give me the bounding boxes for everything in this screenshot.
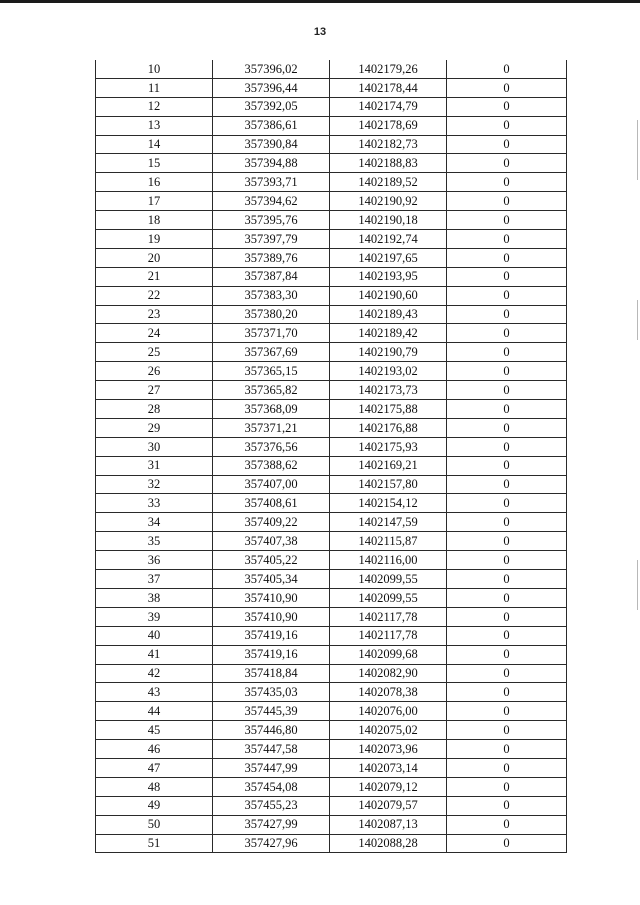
point-number-cell: 10: [96, 60, 213, 78]
x-coordinate-cell: 357410,90: [213, 607, 330, 626]
scan-edge-mark: [637, 300, 638, 340]
table-row: [96, 381, 567, 400]
table-row: [96, 437, 567, 456]
point-number-cell: 21: [96, 267, 213, 286]
x-coordinate-cell: 357380,20: [213, 305, 330, 324]
table-row: [96, 173, 567, 192]
point-number-cell: 11: [96, 78, 213, 97]
y-coordinate-cell: 1402190,60: [330, 286, 447, 305]
x-coordinate-cell: 357367,69: [213, 343, 330, 362]
value-cell: 0: [447, 664, 567, 683]
point-number-cell: 49: [96, 796, 213, 815]
point-number-cell: 16: [96, 173, 213, 192]
value-cell: 0: [447, 513, 567, 532]
point-number-cell: 44: [96, 702, 213, 721]
value-cell: 0: [447, 97, 567, 116]
coordinates-table-container: [95, 60, 567, 853]
x-coordinate-cell: 357393,71: [213, 173, 330, 192]
table-row: [96, 286, 567, 305]
point-number-cell: 26: [96, 362, 213, 381]
x-coordinate-cell: 357410,90: [213, 588, 330, 607]
table-row: [96, 97, 567, 116]
y-coordinate-cell: 1402076,00: [330, 702, 447, 721]
point-number-cell: 48: [96, 777, 213, 796]
x-coordinate-cell: 357409,22: [213, 513, 330, 532]
y-coordinate-cell: 1402117,78: [330, 626, 447, 645]
x-coordinate-cell: 357418,84: [213, 664, 330, 683]
y-coordinate-cell: 1402073,96: [330, 740, 447, 759]
value-cell: 0: [447, 248, 567, 267]
table-row: [96, 135, 567, 154]
table-row: [96, 532, 567, 551]
y-coordinate-cell: 1402079,57: [330, 796, 447, 815]
point-number-cell: 28: [96, 400, 213, 419]
y-coordinate-cell: 1402116,00: [330, 551, 447, 570]
point-number-cell: 14: [96, 135, 213, 154]
value-cell: 0: [447, 721, 567, 740]
table-row: [96, 400, 567, 419]
x-coordinate-cell: 357396,02: [213, 60, 330, 78]
table-row: [96, 494, 567, 513]
x-coordinate-cell: 357455,23: [213, 796, 330, 815]
table-row: [96, 740, 567, 759]
y-coordinate-cell: 1402079,12: [330, 777, 447, 796]
table-row: [96, 78, 567, 97]
y-coordinate-cell: 1402175,88: [330, 400, 447, 419]
x-coordinate-cell: 357394,88: [213, 154, 330, 173]
table-row: [96, 230, 567, 249]
y-coordinate-cell: 1402190,18: [330, 211, 447, 230]
y-coordinate-cell: 1402082,90: [330, 664, 447, 683]
value-cell: 0: [447, 324, 567, 343]
point-number-cell: 43: [96, 683, 213, 702]
x-coordinate-cell: 357407,38: [213, 532, 330, 551]
value-cell: 0: [447, 230, 567, 249]
x-coordinate-cell: 357447,99: [213, 758, 330, 777]
x-coordinate-cell: 357388,62: [213, 456, 330, 475]
y-coordinate-cell: 1402178,69: [330, 116, 447, 135]
table-row: [96, 815, 567, 834]
value-cell: 0: [447, 305, 567, 324]
y-coordinate-cell: 1402078,38: [330, 683, 447, 702]
x-coordinate-cell: 357394,62: [213, 192, 330, 211]
x-coordinate-cell: 357365,82: [213, 381, 330, 400]
page-number: 13: [313, 26, 327, 38]
point-number-cell: 25: [96, 343, 213, 362]
value-cell: 0: [447, 267, 567, 286]
table-row: [96, 721, 567, 740]
x-coordinate-cell: 357368,09: [213, 400, 330, 419]
x-coordinate-cell: 357454,08: [213, 777, 330, 796]
point-number-cell: 41: [96, 645, 213, 664]
y-coordinate-cell: 1402173,73: [330, 381, 447, 400]
point-number-cell: 22: [96, 286, 213, 305]
point-number-cell: 38: [96, 588, 213, 607]
value-cell: 0: [447, 400, 567, 419]
y-coordinate-cell: 1402099,55: [330, 588, 447, 607]
y-coordinate-cell: 1402189,42: [330, 324, 447, 343]
table-row: [96, 116, 567, 135]
value-cell: 0: [447, 286, 567, 305]
point-number-cell: 12: [96, 97, 213, 116]
y-coordinate-cell: 1402193,02: [330, 362, 447, 381]
table-row: [96, 702, 567, 721]
point-number-cell: 42: [96, 664, 213, 683]
value-cell: 0: [447, 192, 567, 211]
table-row: [96, 570, 567, 589]
value-cell: 0: [447, 494, 567, 513]
value-cell: 0: [447, 758, 567, 777]
point-number-cell: 24: [96, 324, 213, 343]
y-coordinate-cell: 1402174,79: [330, 97, 447, 116]
value-cell: 0: [447, 588, 567, 607]
table-row: [96, 758, 567, 777]
y-coordinate-cell: 1402157,80: [330, 475, 447, 494]
table-row: [96, 777, 567, 796]
point-number-cell: 33: [96, 494, 213, 513]
value-cell: 0: [447, 381, 567, 400]
x-coordinate-cell: 357395,76: [213, 211, 330, 230]
scan-edge-mark: [637, 560, 638, 610]
value-cell: 0: [447, 551, 567, 570]
y-coordinate-cell: 1402188,83: [330, 154, 447, 173]
coordinates-table-body: [96, 60, 567, 853]
y-coordinate-cell: 1402189,52: [330, 173, 447, 192]
point-number-cell: 39: [96, 607, 213, 626]
x-coordinate-cell: 357446,80: [213, 721, 330, 740]
y-coordinate-cell: 1402190,92: [330, 192, 447, 211]
value-cell: 0: [447, 362, 567, 381]
x-coordinate-cell: 357419,16: [213, 645, 330, 664]
x-coordinate-cell: 357383,30: [213, 286, 330, 305]
value-cell: 0: [447, 683, 567, 702]
value-cell: 0: [447, 343, 567, 362]
value-cell: 0: [447, 645, 567, 664]
value-cell: 0: [447, 116, 567, 135]
table-row: [96, 588, 567, 607]
value-cell: 0: [447, 475, 567, 494]
point-number-cell: 13: [96, 116, 213, 135]
point-number-cell: 34: [96, 513, 213, 532]
x-coordinate-cell: 357419,16: [213, 626, 330, 645]
y-coordinate-cell: 1402154,12: [330, 494, 447, 513]
x-coordinate-cell: 357371,21: [213, 418, 330, 437]
x-coordinate-cell: 357408,61: [213, 494, 330, 513]
point-number-cell: 30: [96, 437, 213, 456]
point-number-cell: 17: [96, 192, 213, 211]
x-coordinate-cell: 357365,15: [213, 362, 330, 381]
x-coordinate-cell: 357396,44: [213, 78, 330, 97]
value-cell: 0: [447, 626, 567, 645]
y-coordinate-cell: 1402197,65: [330, 248, 447, 267]
table-row: [96, 362, 567, 381]
x-coordinate-cell: 357427,99: [213, 815, 330, 834]
value-cell: 0: [447, 740, 567, 759]
value-cell: 0: [447, 60, 567, 78]
y-coordinate-cell: 1402192,74: [330, 230, 447, 249]
table-row: [96, 607, 567, 626]
scan-edge-mark: [637, 120, 638, 180]
table-row: [96, 211, 567, 230]
x-coordinate-cell: 357376,56: [213, 437, 330, 456]
y-coordinate-cell: 1402099,68: [330, 645, 447, 664]
y-coordinate-cell: 1402117,78: [330, 607, 447, 626]
y-coordinate-cell: 1402178,44: [330, 78, 447, 97]
table-row: [96, 418, 567, 437]
x-coordinate-cell: 357387,84: [213, 267, 330, 286]
y-coordinate-cell: 1402175,93: [330, 437, 447, 456]
value-cell: 0: [447, 173, 567, 192]
value-cell: 0: [447, 456, 567, 475]
y-coordinate-cell: 1402190,79: [330, 343, 447, 362]
point-number-cell: 46: [96, 740, 213, 759]
value-cell: 0: [447, 815, 567, 834]
y-coordinate-cell: 1402179,26: [330, 60, 447, 78]
table-row: [96, 248, 567, 267]
table-row: [96, 305, 567, 324]
x-coordinate-cell: 357435,03: [213, 683, 330, 702]
table-row: [96, 154, 567, 173]
table-row: [96, 683, 567, 702]
y-coordinate-cell: 1402169,21: [330, 456, 447, 475]
table-row: [96, 267, 567, 286]
y-coordinate-cell: 1402073,14: [330, 758, 447, 777]
x-coordinate-cell: 357386,61: [213, 116, 330, 135]
x-coordinate-cell: 357407,00: [213, 475, 330, 494]
x-coordinate-cell: 357392,05: [213, 97, 330, 116]
point-number-cell: 31: [96, 456, 213, 475]
y-coordinate-cell: 1402189,43: [330, 305, 447, 324]
point-number-cell: 36: [96, 551, 213, 570]
point-number-cell: 47: [96, 758, 213, 777]
x-coordinate-cell: 357447,58: [213, 740, 330, 759]
point-number-cell: 35: [96, 532, 213, 551]
coordinates-table: [95, 60, 567, 853]
y-coordinate-cell: 1402099,55: [330, 570, 447, 589]
y-coordinate-cell: 1402088,28: [330, 834, 447, 853]
point-number-cell: 15: [96, 154, 213, 173]
table-row: [96, 324, 567, 343]
x-coordinate-cell: 357390,84: [213, 135, 330, 154]
table-row: [96, 456, 567, 475]
table-row: [96, 343, 567, 362]
table-row: [96, 834, 567, 853]
value-cell: 0: [447, 834, 567, 853]
y-coordinate-cell: 1402075,02: [330, 721, 447, 740]
x-coordinate-cell: 357445,39: [213, 702, 330, 721]
point-number-cell: 27: [96, 381, 213, 400]
y-coordinate-cell: 1402176,88: [330, 418, 447, 437]
point-number-cell: 29: [96, 418, 213, 437]
table-row: [96, 475, 567, 494]
scan-top-edge: [0, 0, 640, 3]
table-row: [96, 664, 567, 683]
value-cell: 0: [447, 796, 567, 815]
point-number-cell: 23: [96, 305, 213, 324]
x-coordinate-cell: 357405,22: [213, 551, 330, 570]
point-number-cell: 32: [96, 475, 213, 494]
point-number-cell: 45: [96, 721, 213, 740]
value-cell: 0: [447, 570, 567, 589]
x-coordinate-cell: 357405,34: [213, 570, 330, 589]
x-coordinate-cell: 357389,76: [213, 248, 330, 267]
point-number-cell: 51: [96, 834, 213, 853]
table-row: [96, 645, 567, 664]
y-coordinate-cell: 1402087,13: [330, 815, 447, 834]
value-cell: 0: [447, 78, 567, 97]
value-cell: 0: [447, 437, 567, 456]
value-cell: 0: [447, 211, 567, 230]
y-coordinate-cell: 1402147,59: [330, 513, 447, 532]
value-cell: 0: [447, 135, 567, 154]
y-coordinate-cell: 1402182,73: [330, 135, 447, 154]
x-coordinate-cell: 357397,79: [213, 230, 330, 249]
value-cell: 0: [447, 532, 567, 551]
point-number-cell: 19: [96, 230, 213, 249]
table-row: [96, 192, 567, 211]
value-cell: 0: [447, 418, 567, 437]
point-number-cell: 20: [96, 248, 213, 267]
point-number-cell: 40: [96, 626, 213, 645]
table-row: [96, 626, 567, 645]
value-cell: 0: [447, 777, 567, 796]
table-row: [96, 551, 567, 570]
table-row: [96, 796, 567, 815]
point-number-cell: 18: [96, 211, 213, 230]
table-row: [96, 513, 567, 532]
x-coordinate-cell: 357427,96: [213, 834, 330, 853]
x-coordinate-cell: 357371,70: [213, 324, 330, 343]
value-cell: 0: [447, 607, 567, 626]
value-cell: 0: [447, 154, 567, 173]
y-coordinate-cell: 1402193,95: [330, 267, 447, 286]
table-row: [96, 60, 567, 78]
point-number-cell: 37: [96, 570, 213, 589]
value-cell: 0: [447, 702, 567, 721]
point-number-cell: 50: [96, 815, 213, 834]
y-coordinate-cell: 1402115,87: [330, 532, 447, 551]
